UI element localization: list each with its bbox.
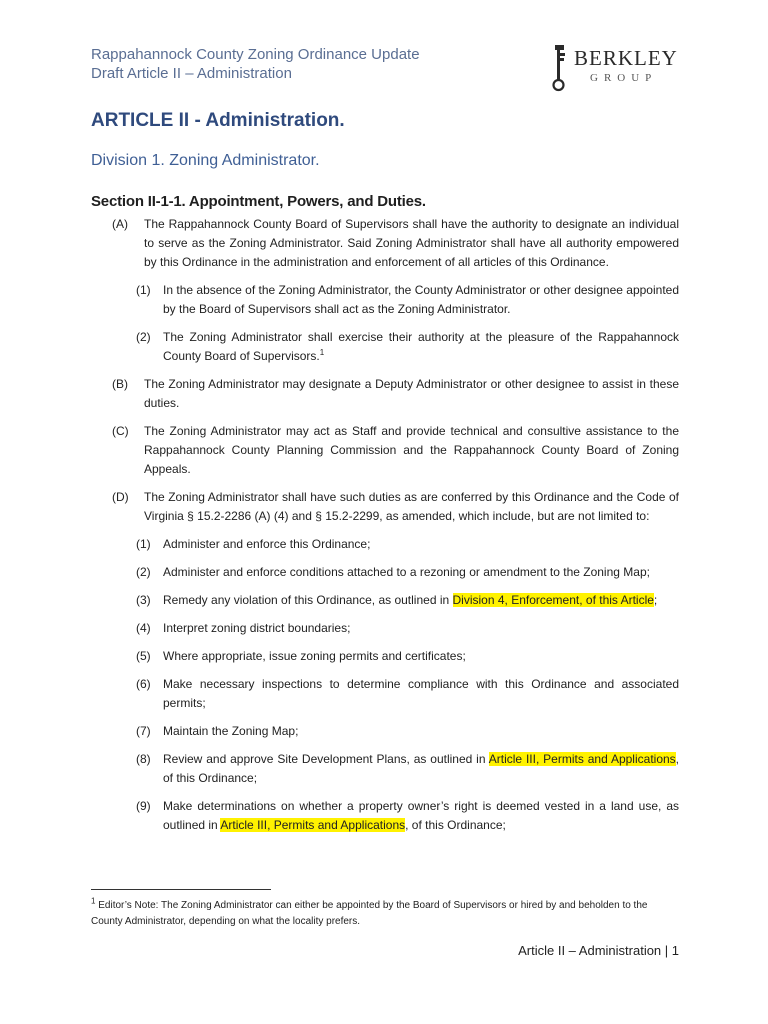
list-item (136, 675, 679, 713)
footnote-text: Editor’s Note: The Zoning Administrator can either be appointed by the Board of Supervisors or hired by and beholden to the County Administrator, depending on what the locality prefers. (91, 900, 648, 927)
cross-reference-link[interactable]: Article III, Permits and Applications (488, 752, 676, 766)
list-item (91, 422, 679, 479)
header-line-2: Draft Article II – Administration (91, 65, 292, 82)
item-text: Make necessary inspections to determine compliance with this Ordinance and associated permits; (163, 677, 679, 710)
item-text: The Rappahannock County Board of Supervisors shall have the authority to designate an individual to serve as the Zoning Administrator. Said Zoning Administrator shall have all authority empowered by this Ordinance in the administration and enforcement of all articles of this Ordinance. (144, 217, 679, 269)
logo-wordmark: BERKLEY (574, 46, 678, 70)
item-text-wrap (163, 797, 679, 835)
item-label: (4) (136, 621, 151, 635)
item-label: (C) (112, 424, 129, 438)
item-text-wrap (163, 750, 679, 788)
item-text: In the absence of the Zoning Administrator, the County Administrator or other designee appointed by the Board of Supervisors shall act as the Zoning Administrator. (163, 283, 679, 316)
list-item (136, 535, 679, 554)
header-line-1: Rappahannock County Zoning Ordinance Update (91, 46, 420, 63)
item-label: (8) (136, 752, 151, 766)
item-label: (B) (112, 377, 128, 391)
item-label: (D) (112, 490, 129, 504)
item-label: (1) (136, 283, 151, 297)
list-item (91, 215, 679, 272)
logo-subwordmark: GROUP (590, 72, 658, 84)
list-item (136, 750, 679, 788)
list-item (136, 281, 679, 319)
item-label: (6) (136, 677, 151, 691)
footnote-number: 1 (91, 896, 96, 906)
item-label: (9) (136, 799, 151, 813)
item-text: The Zoning Administrator may designate a Deputy Administrator or other designee to assist in these duties. (144, 377, 679, 410)
item-text-pre: Make determinations on whether a property owner’s right is deemed vested in a land use, as outlined in (163, 799, 679, 832)
list-item (136, 619, 679, 638)
item-text-post: ; (653, 593, 658, 607)
division-title: Division 1. Zoning Administrator. (91, 152, 320, 169)
item-label: (7) (136, 724, 151, 738)
article-title: ARTICLE II - Administration. (91, 110, 345, 131)
item-label: (2) (136, 330, 151, 344)
footnote-divider (91, 889, 271, 890)
footnote-ref[interactable]: 1 (319, 348, 325, 357)
item-text: Maintain the Zoning Map; (163, 724, 299, 738)
footnote (91, 898, 679, 930)
list-item (91, 375, 679, 413)
item-text-wrap (163, 591, 679, 610)
item-label: (1) (136, 537, 151, 551)
list-item (91, 488, 679, 526)
item-label: (2) (136, 565, 151, 579)
item-text-wrap (163, 328, 679, 366)
page-footer: Article II – Administration | 1 (518, 943, 679, 958)
list-item (136, 591, 679, 610)
cross-reference-link[interactable]: Article III, Permits and Applications (220, 818, 406, 832)
section-body (91, 215, 679, 844)
item-text-pre: Remedy any violation of this Ordinance, as outlined in (163, 593, 453, 607)
item-text: The Zoning Administrator shall exercise their authority at the pleasure of the Rappahannock County Board of Supervisors. (163, 330, 679, 363)
item-text-post: , of this Ordinance; (163, 752, 680, 785)
item-text: Interpret zoning district boundaries; (163, 621, 351, 635)
item-label: (3) (136, 593, 151, 607)
item-text-pre: Review and approve Site Development Plans, as outlined in (163, 752, 489, 766)
list-item (136, 647, 679, 666)
section-title: Section II-1-1. Appointment, Powers, and Duties. (91, 193, 426, 210)
item-text: Where appropriate, issue zoning permits and certificates; (163, 649, 466, 663)
item-text: The Zoning Administrator may act as Staff and provide technical and consultive assistance to the Rappahannock County Planning Commission and the Rappahannock County Board of Zoning Appeals. (144, 424, 679, 476)
item-label: (A) (112, 217, 128, 231)
item-label: (5) (136, 649, 151, 663)
page-header (91, 45, 420, 83)
item-text: The Zoning Administrator shall have such duties as are conferred by this Ordinance and the Code of Virginia § 15.2-2286 (A) (4) and § 15.2-2299, as amended, which include, but are not limited to: (144, 490, 679, 523)
item-text: Administer and enforce this Ordinance; (163, 537, 371, 551)
item-text: Administer and enforce conditions attached to a rezoning or amendment to the Zoning Map; (163, 565, 650, 579)
berkley-group-logo (552, 44, 682, 92)
list-item (136, 797, 679, 835)
item-text-post: , of this Ordinance; (405, 818, 506, 832)
cross-reference-link[interactable]: Division 4, Enforcement, of this Article (452, 593, 654, 607)
list-item (136, 328, 679, 366)
list-item (136, 722, 679, 741)
list-item (136, 563, 679, 582)
key-icon (552, 44, 572, 92)
